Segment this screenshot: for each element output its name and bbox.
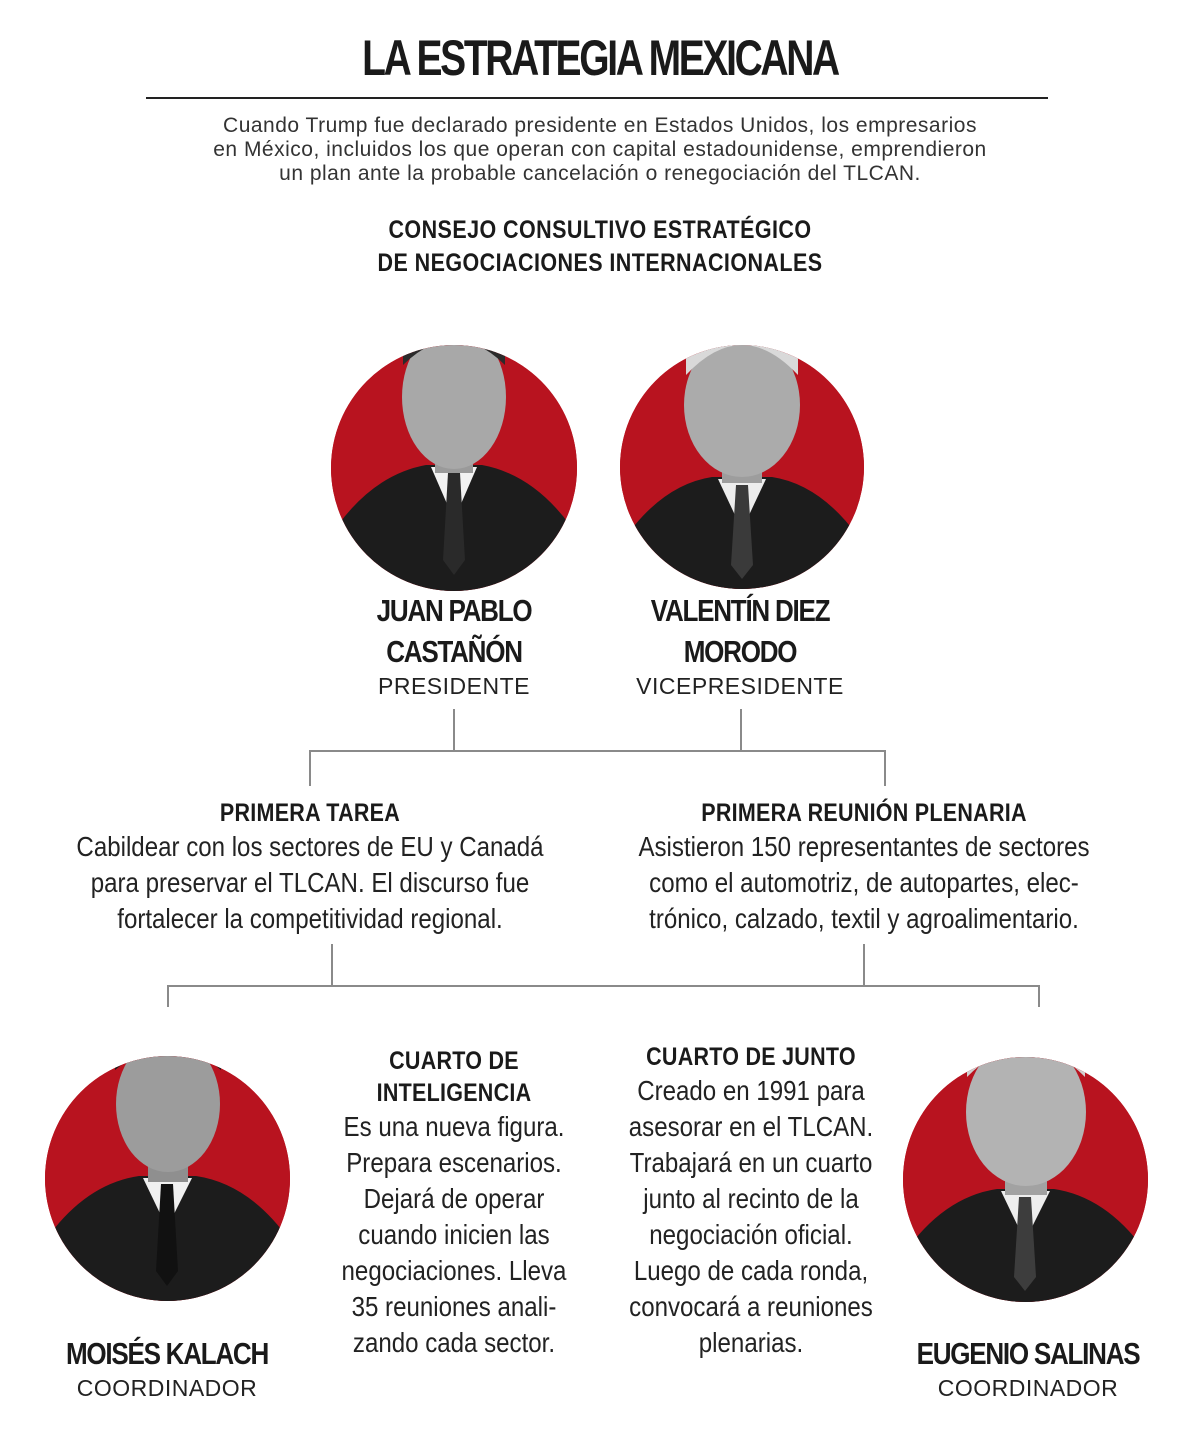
title-divider xyxy=(146,97,1048,99)
section-text-line: negociación oficial. xyxy=(649,1219,853,1250)
section-text-line: Dejará de operar xyxy=(363,1183,545,1214)
section-heading-line: CUARTO DE JUNTO xyxy=(646,1043,856,1071)
section-text-line: Luego de cada ronda, xyxy=(633,1255,869,1286)
connector-line xyxy=(884,750,886,786)
person-silhouette-icon xyxy=(45,1056,290,1301)
portrait-president xyxy=(331,345,577,591)
person-name-line: VALENTÍN DIEZ xyxy=(650,593,830,628)
section-text xyxy=(618,1073,885,1361)
connector-line xyxy=(309,750,886,752)
section-text xyxy=(615,829,1114,937)
section-text-line: para preservar el TLCAN. El discurso fue xyxy=(90,867,530,898)
page-title: LA ESTRATEGIA MEXICANA xyxy=(362,30,838,86)
section-text-line: Prepara escenarios. xyxy=(346,1147,562,1178)
section-text xyxy=(325,1109,583,1361)
person-name xyxy=(614,590,866,672)
intro-line: en México, incluidos los que operan con capital estadounidense, emprendieron xyxy=(213,138,987,161)
section-text-line: trónico, calzado, textil y agroalimentario. xyxy=(649,903,1079,934)
connector-line xyxy=(1038,985,1040,1007)
council-heading-line: CONSEJO CONSULTIVO ESTRATÉGICO xyxy=(388,216,812,244)
person-name xyxy=(902,1333,1154,1374)
person-role: PRESIDENTE xyxy=(378,673,530,699)
section-text-line: Cabildear con los sectores de EU y Canadá xyxy=(76,831,544,862)
section-text-line: Asistieron 150 representantes de sectores xyxy=(638,831,1090,862)
council-heading-line: DE NEGOCIACIONES INTERNACIONALES xyxy=(377,249,823,277)
section-text-line: fortalecer la competitividad regional. xyxy=(117,903,503,934)
section-heading xyxy=(615,797,1114,829)
connector-line xyxy=(453,709,455,751)
connector-line xyxy=(740,709,742,751)
intro-line: Cuando Trump fue declarado presidente en Estados Unidos, los empresarios xyxy=(223,114,977,137)
connector-line xyxy=(331,944,333,986)
person-silhouette-icon xyxy=(331,345,577,591)
connector-line xyxy=(167,985,169,1007)
section-text-line: convocará a reuniones xyxy=(629,1291,873,1322)
intro-line: un plan ante la probable cancelación o renegociación del TLCAN. xyxy=(279,162,921,185)
intro-paragraph xyxy=(120,114,1080,186)
person-name-line: MORODO xyxy=(683,634,797,669)
section-heading-line: PRIMERA TAREA xyxy=(219,799,401,827)
person-role: COORDINADOR xyxy=(937,1375,1119,1401)
section-text-line: junto al recinto de la xyxy=(643,1183,859,1214)
person-silhouette-icon xyxy=(903,1057,1148,1302)
section-text-line: Es una nueva figura. xyxy=(343,1111,565,1142)
section-text-line: cuando inicien las xyxy=(358,1219,550,1250)
portrait-coordinator-right xyxy=(903,1057,1148,1302)
section-text-line: Trabajará en un cuarto xyxy=(629,1147,873,1178)
section-heading-line: INTELIGENCIA xyxy=(376,1079,532,1107)
person-coordinator-left xyxy=(17,1333,317,1402)
person-role: COORDINADOR xyxy=(76,1375,258,1401)
section-text-line: plenarias. xyxy=(698,1327,804,1358)
section-text-line: 35 reuniones anali- xyxy=(351,1291,557,1322)
section-heading xyxy=(618,1041,885,1073)
person-silhouette-icon xyxy=(620,345,864,589)
section-text xyxy=(61,829,560,937)
section-text-line: asesorar en el TLCAN. xyxy=(628,1111,874,1142)
connector-line xyxy=(863,944,865,986)
section-heading xyxy=(61,797,560,829)
section-heading-line: CUARTO DE xyxy=(389,1047,519,1075)
section-primera-reunion xyxy=(574,797,1154,937)
connector-line xyxy=(309,750,311,786)
section-text-line: Creado en 1991 para xyxy=(637,1075,865,1106)
portrait-coordinator-left xyxy=(45,1056,290,1301)
person-name-line: EUGENIO SALINAS xyxy=(916,1336,1140,1371)
person-name-line: JUAN PABLO xyxy=(376,593,532,628)
section-heading-line: PRIMERA REUNIÓN PLENARIA xyxy=(701,799,1027,827)
person-name-line: CASTAÑÓN xyxy=(386,634,522,669)
council-heading xyxy=(84,214,1116,280)
person-vicepresident xyxy=(590,590,890,700)
person-role: VICEPRESIDENTE xyxy=(636,673,844,699)
section-text-line: zando cada sector. xyxy=(352,1327,556,1358)
person-president xyxy=(304,590,604,700)
section-primera-tarea xyxy=(20,797,600,937)
person-name-line: MOISÉS KALACH xyxy=(65,1336,269,1371)
section-text-line: negociaciones. Lleva xyxy=(341,1255,567,1286)
person-coordinator-right xyxy=(878,1333,1178,1402)
connector-line xyxy=(167,985,1040,987)
section-cuarto-inteligencia xyxy=(304,1045,604,1361)
section-heading xyxy=(325,1045,583,1109)
section-cuarto-junto xyxy=(596,1041,906,1361)
person-name xyxy=(41,1333,293,1374)
portrait-vicepresident xyxy=(620,345,864,589)
section-text-line: como el automotriz, de autopartes, elec- xyxy=(649,867,1079,898)
person-name xyxy=(328,590,580,672)
